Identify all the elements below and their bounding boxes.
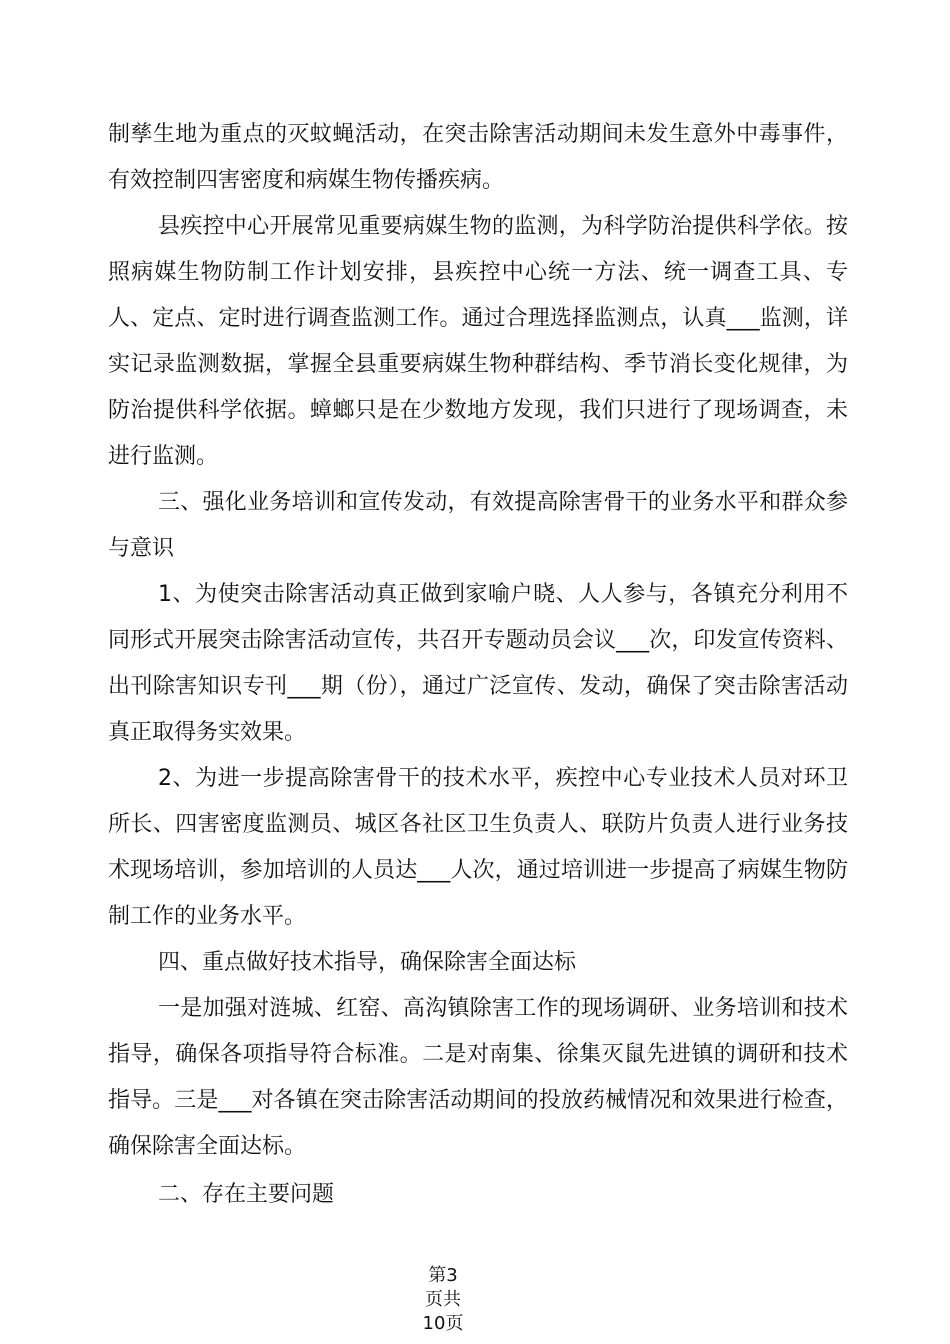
document-body [108, 112, 848, 1218]
page-number-footer [0, 1264, 886, 1336]
section-heading-four: 四、重点做好技术指导，确保除害全面达标 [158, 950, 577, 975]
paragraph-continuation: 制孳生地为重点的灭蚊蝇活动，在突击除害活动期间未发生意外中毒事件，有效控制四害密度和病媒生物传播疾病。 [108, 122, 848, 193]
page-number-line-3: 10页 [422, 1313, 464, 1334]
paragraph-monitoring: 县疾控中心开展常见重要病媒生物的监测，为科学防治提供科学依。按照病媒生物防制工作计划安排，县疾控中心统一方法、统一调查工具、专人、定点、定时进行调查监测工作。通过合理选择监测点，认真___监测，详实记录监测数据，掌握全县重要病媒生物种群结构、季节消长变化规律，为防治提供科学依据。蟑螂只是在少数地方发现，我们只进行了现场调查，未进行监测。 [108, 214, 848, 469]
paragraph-guidance: 一是加强对涟城、红窑、高沟镇除害工作的现场调研、业务培训和技术指导，确保各项指导符合标准。二是对南集、徐集灭鼠先进镇的调研和技术指导。三是___对各镇在突击除害活动期间的投放药械情况和效果进行检查，确保除害全面达标。 [108, 996, 848, 1159]
section-heading-problems: 二、存在主要问题 [158, 1182, 335, 1207]
page-number-line-1: 第3 [428, 1265, 458, 1286]
page-number-line-2: 页共 [425, 1289, 461, 1310]
section-heading-three: 三、强化业务培训和宣传发动，有效提高除害骨干的业务水平和群众参与意识 [108, 490, 848, 561]
paragraph-publicity: 1、为使突击除害活动真正做到家喻户晓、人人参与，各镇充分利用不同形式开展突击除害活动宣传，共召开专题动员会议___次，印发宣传资料、出刊除害知识专刊___期（份），通过广泛宣传、发动，确保了突击除害活动真正取得务实效果。 [108, 582, 848, 745]
paragraph-training: 2、为进一步提高除害骨干的技术水平，疾控中心专业技术人员对环卫所长、四害密度监测员、城区各社区卫生负责人、联防片负责人进行业务技术现场培训，参加培训的人员达___人次，通过培训进一步提高了病媒生物防制工作的业务水平。 [108, 766, 848, 929]
